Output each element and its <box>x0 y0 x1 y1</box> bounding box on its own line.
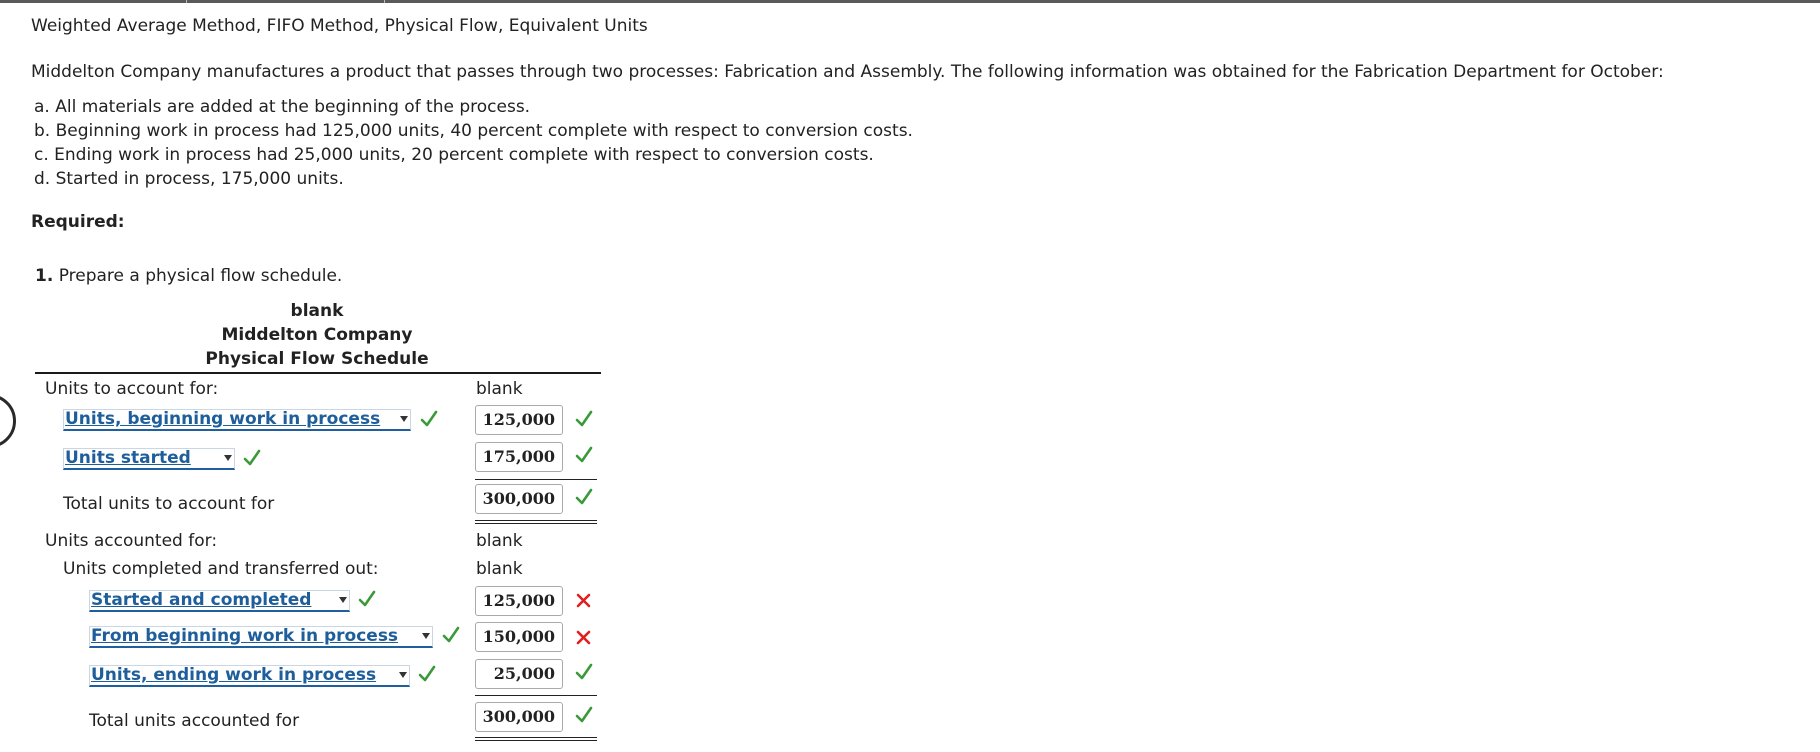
dropdown-units-beginning-wip[interactable] <box>63 409 411 431</box>
task-number: 1. <box>35 266 54 286</box>
completed-transferred-label: Units completed and transferred out: <box>63 559 379 579</box>
x-mark-icon <box>576 593 591 608</box>
header-rule <box>35 372 601 374</box>
problem-intro: Middelton Company manufactures a product that passes through two processes: Fabrication and Assembly. The following information was obtained for the Fabrication Department for October: <box>31 62 1664 82</box>
input-total-accounted[interactable]: 300,000 <box>475 702 563 732</box>
top-border <box>0 0 1820 3</box>
input-units-beginning-wip[interactable]: 125,000 <box>475 405 563 435</box>
dropdown-label: Units, beginning work in process <box>65 409 381 429</box>
chevron-down-icon[interactable] <box>400 416 408 422</box>
schedule-company-name: Middelton Company <box>221 325 413 345</box>
chevron-down-icon[interactable] <box>339 597 347 603</box>
input-from-beginning-wip[interactable]: 150,000 <box>475 622 563 652</box>
schedule-header-blank: blank <box>290 301 344 321</box>
input-units-ending-wip[interactable]: 25,000 <box>475 659 563 689</box>
problem-item-d: d. Started in process, 175,000 units. <box>34 169 344 189</box>
check-icon <box>575 410 593 428</box>
check-icon <box>358 590 376 608</box>
input-started-and-completed[interactable]: 125,000 <box>475 586 563 616</box>
problem-item-a: a. All materials are added at the beginning of the process. <box>34 97 531 117</box>
total-double-rule <box>475 520 597 524</box>
chevron-down-icon[interactable] <box>224 455 232 461</box>
units-to-account-label: Units to account for: <box>45 379 219 399</box>
check-icon <box>575 663 593 681</box>
subtotal-rule <box>475 479 597 480</box>
chevron-down-icon[interactable] <box>422 633 430 639</box>
dropdown-started-and-completed[interactable] <box>89 590 350 612</box>
problem-item-c: c. Ending work in process had 25,000 units, 20 percent complete with respect to conversion costs. <box>34 145 874 165</box>
total-to-account-label: Total units to account for <box>63 494 275 514</box>
dropdown-label: From beginning work in process <box>91 626 399 646</box>
dropdown-label: Started and completed <box>91 590 312 610</box>
check-icon <box>418 665 436 683</box>
units-accounted-label: Units accounted for: <box>45 531 218 551</box>
x-mark-icon <box>576 630 591 645</box>
problem-title: Weighted Average Method, FIFO Method, Physical Flow, Equivalent Units <box>31 16 648 36</box>
check-icon <box>575 706 593 724</box>
check-icon <box>442 626 460 644</box>
task-1 <box>35 266 342 286</box>
task-text: Prepare a physical flow schedule. <box>53 266 343 286</box>
check-icon <box>575 446 593 464</box>
dropdown-units-ending-wip[interactable] <box>89 665 410 687</box>
dropdown-from-beginning-wip[interactable] <box>89 626 433 648</box>
top-border-tick <box>384 0 385 3</box>
input-total-to-account[interactable]: 300,000 <box>475 484 563 514</box>
check-icon <box>575 488 593 506</box>
dropdown-label: Units, ending work in process <box>91 665 377 685</box>
column-blank: blank <box>476 379 523 399</box>
schedule-title: Physical Flow Schedule <box>205 349 429 369</box>
problem-item-b: b. Beginning work in process had 125,000 units, 40 percent complete with respect to conversion costs. <box>34 121 913 141</box>
dropdown-label: Units started <box>65 448 191 468</box>
required-heading: Required: <box>31 212 125 232</box>
input-units-started[interactable]: 175,000 <box>475 442 563 472</box>
subtotal-rule <box>475 695 597 696</box>
total-accounted-label: Total units accounted for <box>89 711 300 731</box>
dropdown-units-started[interactable] <box>63 448 235 470</box>
top-border-tick <box>186 0 187 3</box>
column-blank: blank <box>476 559 523 579</box>
chevron-down-icon[interactable] <box>399 672 407 678</box>
column-blank: blank <box>476 531 523 551</box>
check-icon <box>420 410 438 428</box>
cursor-ring <box>0 394 16 448</box>
check-icon <box>243 449 261 467</box>
total-double-rule <box>475 737 597 741</box>
